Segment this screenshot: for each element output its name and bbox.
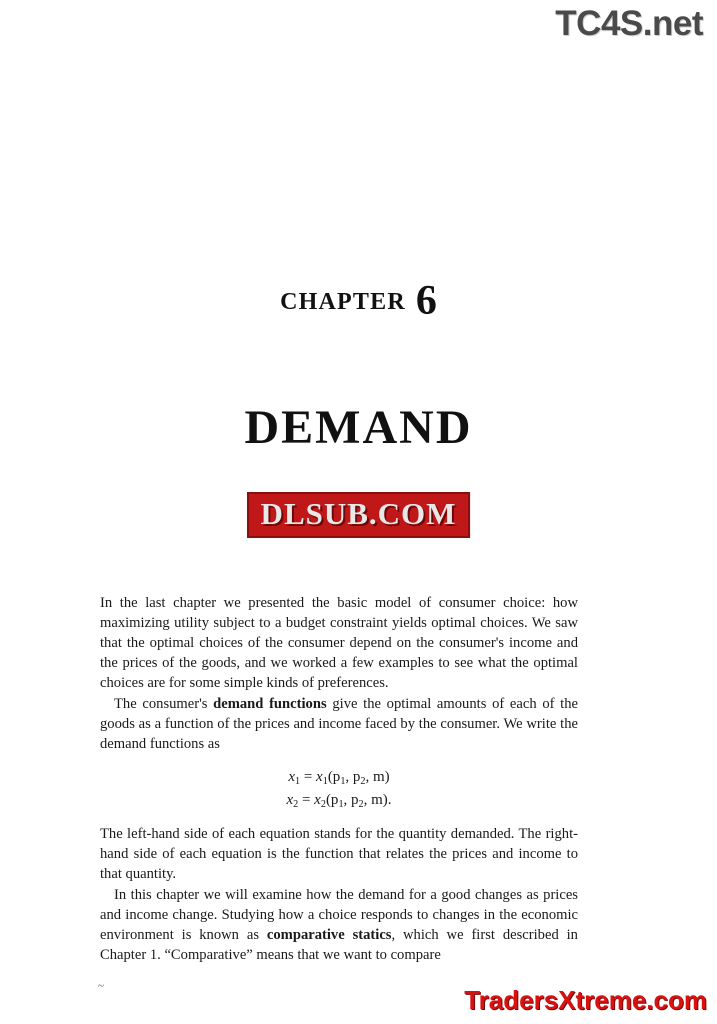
chapter-heading: [0, 272, 717, 324]
body-text: [100, 594, 578, 966]
paragraph-1: In the last chapter we presented the basic model of consumer choice: how maximizing utility subject to a budget constraint yields optimal choices. We saw that the optimal choices of the consumer depend on the consumer's income and the prices of the goods, and we worked a few examples to see what the optimal choices are for some simple kinds of preferences.: [100, 595, 578, 691]
eq1-lhs-var: x: [288, 768, 295, 785]
eq1-args-sub2: 2: [360, 775, 366, 787]
equation-block: [100, 767, 578, 812]
chapter-label: CHAPTER: [280, 289, 406, 315]
page-title: DEMAND: [244, 401, 473, 454]
paragraph-3: The left-hand side of each equation stands for the quantity demanded. The right-hand side of each equation is the function that relates the prices and income to that quantity.: [100, 826, 578, 883]
paragraph-2: [100, 695, 578, 755]
paragraph-2-text-before: The consumer's: [114, 695, 214, 712]
paragraph-4-text-after: , which we first described in Chapter 1. “Comparative” means that we want to compare: [100, 927, 578, 964]
chapter-number: 6: [415, 278, 437, 324]
eq2-equals: =: [301, 791, 311, 808]
term-comparative-statics: comparative statics: [266, 927, 392, 944]
eq1-args-mid: , p: [345, 768, 361, 785]
eq2-args-mid: , p: [343, 791, 359, 808]
eq1-args-sub1: 1: [340, 775, 346, 787]
eq2-args-end: , m).: [363, 791, 392, 808]
equation-2: [100, 790, 578, 813]
eq2-rhs-sub: 2: [320, 798, 326, 810]
eq2-args-sub1: 1: [338, 798, 344, 810]
eq2-lhs-var: x: [286, 791, 294, 808]
eq1-equals: =: [303, 768, 313, 785]
watermark-bottom-right: TradersXtreme.com: [464, 985, 707, 1015]
eq1-args-end: , m): [365, 768, 390, 785]
page-footer-mark: ~: [98, 980, 104, 992]
watermark-top-right: TC4S.net: [555, 4, 703, 43]
eq1-lhs-sub: 1: [294, 775, 301, 787]
eq1-rhs-sub: 1: [322, 775, 328, 787]
paragraph-2-text-after: give the optimal amounts of each of the goods as a function of the prices and income faced by the consumer. We write the demand functions as: [100, 695, 578, 752]
eq1-args-open: (p: [327, 768, 341, 785]
watermark-middle: DLSUB.COM: [247, 492, 471, 538]
eq2-lhs-sub: 2: [293, 798, 299, 810]
paragraph-4-text-before: In this chapter we will examine how the demand for a good changes as prices and income change. Studying how a choice responds to changes in the economic environment is known as: [100, 887, 578, 944]
term-demand-functions: demand functions: [213, 695, 327, 712]
eq2-args-open: (p: [325, 791, 339, 808]
equation-1: [100, 767, 578, 790]
paragraph-4: [100, 886, 578, 966]
eq1-rhs-fn: x: [316, 768, 323, 785]
eq2-args-sub2: 2: [358, 798, 364, 810]
eq2-rhs-fn: x: [314, 791, 321, 808]
